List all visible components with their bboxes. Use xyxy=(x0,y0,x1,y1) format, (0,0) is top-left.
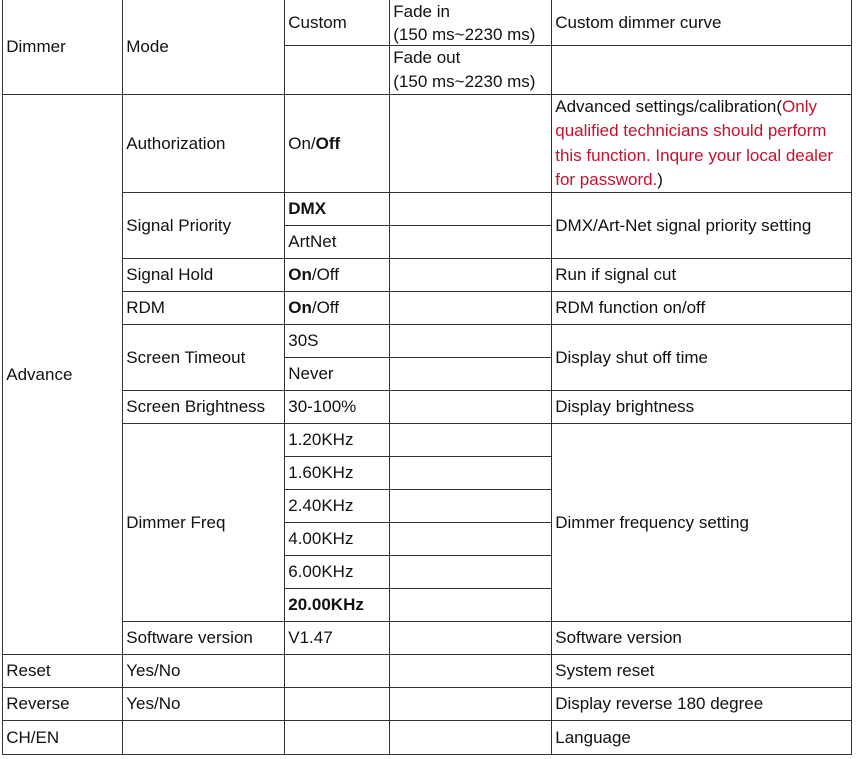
option-label: 1.60KHz xyxy=(288,463,354,483)
desc-custom-curve xyxy=(551,0,852,46)
desc-signal-priority xyxy=(551,192,852,259)
description-text: System reset xyxy=(555,661,655,681)
item-screen-timeout xyxy=(122,324,285,391)
fade-in-range: (150 ms~2230 ms) xyxy=(393,25,536,45)
value-label: Yes/No xyxy=(126,661,181,681)
value-screen-brightness xyxy=(284,390,390,424)
option-freq-4 xyxy=(284,522,390,556)
value-reverse xyxy=(122,687,285,721)
desc-screen-timeout xyxy=(551,324,852,391)
sub-empty xyxy=(389,621,552,655)
value-off: /Off xyxy=(311,298,339,318)
section-label: Reset xyxy=(6,661,51,681)
desc-software-version xyxy=(551,621,852,655)
item-mode xyxy=(122,0,285,95)
section-advance xyxy=(2,94,123,655)
sub-fade-in xyxy=(389,0,552,46)
description-text: Run if signal cut xyxy=(555,265,677,285)
item-software-version xyxy=(122,621,285,655)
value-off: /Off xyxy=(311,265,339,285)
value-custom xyxy=(284,0,390,46)
option-label: 6.00KHz xyxy=(288,562,354,582)
sub-empty xyxy=(389,258,552,292)
option-label: 4.00KHz xyxy=(288,529,354,549)
section-label: CH/EN xyxy=(6,727,60,747)
desc-signal-hold xyxy=(551,258,852,292)
sub-empty xyxy=(389,456,552,490)
section-label: Reverse xyxy=(6,694,70,714)
description-text: Display shut off time xyxy=(555,347,709,367)
sub-empty xyxy=(389,225,552,259)
sub-empty xyxy=(389,654,552,688)
desc-reset xyxy=(551,654,852,688)
value-label: Custom xyxy=(288,12,347,32)
sub-empty xyxy=(389,390,552,424)
option-label: ArtNet xyxy=(288,232,337,252)
item-label: Signal Priority xyxy=(126,215,232,235)
item-rdm xyxy=(122,291,285,325)
item-label: Mode xyxy=(126,37,169,57)
description-text: Software version xyxy=(555,628,682,648)
sub-fade-out xyxy=(389,45,552,95)
desc-authorization xyxy=(551,94,852,193)
item-signal-priority xyxy=(122,192,285,259)
item-authorization xyxy=(122,94,285,193)
option-label: DMX xyxy=(288,199,327,219)
sub-empty xyxy=(389,357,552,391)
item-signal-hold xyxy=(122,258,285,292)
section-dimmer xyxy=(2,0,123,95)
fade-out-label: Fade out xyxy=(393,48,461,68)
value-on-selected: On xyxy=(288,265,312,285)
sub-empty xyxy=(389,522,552,556)
warning-text: Only qualified technicians should perform this function. Inqure your local dealer for password. xyxy=(555,96,834,190)
description-text: Language xyxy=(555,727,631,747)
item-label: Screen Timeout xyxy=(126,347,246,367)
option-freq-5 xyxy=(284,555,390,589)
sub-empty xyxy=(389,555,552,589)
fade-out-range: (150 ms~2230 ms) xyxy=(393,72,536,92)
section-reset xyxy=(2,654,123,688)
option-freq-2 xyxy=(284,456,390,490)
description-text: Dimmer frequency setting xyxy=(555,512,749,532)
option-label: Never xyxy=(288,364,334,384)
value-authorization xyxy=(284,94,390,193)
empty xyxy=(284,687,390,721)
sub-empty xyxy=(389,324,552,358)
value-off-selected: Off xyxy=(315,133,341,153)
sub-empty xyxy=(389,192,552,226)
option-never xyxy=(284,357,390,391)
item-screen-brightness xyxy=(122,390,285,424)
desc-reverse xyxy=(551,687,852,721)
value-signal-hold xyxy=(284,258,390,292)
sub-empty xyxy=(389,720,552,755)
option-freq-1 xyxy=(284,423,390,457)
description-text: Advanced settings/calibration( xyxy=(555,96,783,116)
description-text: DMX/Art-Net signal priority setting xyxy=(555,215,812,235)
sub-authorization-empty xyxy=(389,94,552,193)
desc-screen-brightness xyxy=(551,390,852,424)
value-software-version xyxy=(284,621,390,655)
sub-empty xyxy=(389,687,552,721)
description-close: ) xyxy=(657,170,663,190)
value-empty xyxy=(284,45,390,95)
item-label: Authorization xyxy=(126,133,226,153)
option-label: 30S xyxy=(288,331,319,351)
sub-empty xyxy=(389,291,552,325)
option-label: 1.20KHz xyxy=(288,430,354,450)
item-label: Screen Brightness xyxy=(126,397,266,417)
value-label: Yes/No xyxy=(126,694,181,714)
value-reset xyxy=(122,654,285,688)
option-artnet xyxy=(284,225,390,259)
desc-language xyxy=(551,720,852,755)
fade-in-label: Fade in xyxy=(393,2,450,22)
empty xyxy=(284,720,390,755)
description-text: Custom dimmer curve xyxy=(555,12,722,32)
empty xyxy=(122,720,285,755)
item-label: Software version xyxy=(126,628,253,648)
option-freq-3 xyxy=(284,489,390,523)
value-on-selected: On xyxy=(288,298,312,318)
option-freq-6-default xyxy=(284,588,390,622)
value-label: 30-100% xyxy=(288,397,357,417)
sub-empty xyxy=(389,588,552,622)
section-label: Dimmer xyxy=(6,37,66,57)
item-label: Dimmer Freq xyxy=(126,512,226,532)
desc-rdm xyxy=(551,291,852,325)
value-rdm xyxy=(284,291,390,325)
item-label: Signal Hold xyxy=(126,265,214,285)
option-label: 2.40KHz xyxy=(288,496,354,516)
item-label: RDM xyxy=(126,298,165,318)
desc-empty xyxy=(551,45,852,95)
empty xyxy=(284,654,390,688)
option-30s xyxy=(284,324,390,358)
description-text: Display reverse 180 degree xyxy=(555,694,764,714)
value-label: V1.47 xyxy=(288,628,333,648)
section-label: Advance xyxy=(6,364,73,384)
option-dmx xyxy=(284,192,390,226)
description-text: RDM function on/off xyxy=(555,298,706,318)
option-label: 20.00KHz xyxy=(288,595,364,615)
sub-empty xyxy=(389,489,552,523)
section-language xyxy=(2,720,123,755)
sub-empty xyxy=(389,423,552,457)
section-reverse xyxy=(2,687,123,721)
description-text: Display brightness xyxy=(555,397,695,417)
item-dimmer-freq xyxy=(122,423,285,622)
value-on: On/ xyxy=(288,133,316,153)
desc-dimmer-freq xyxy=(551,423,852,622)
